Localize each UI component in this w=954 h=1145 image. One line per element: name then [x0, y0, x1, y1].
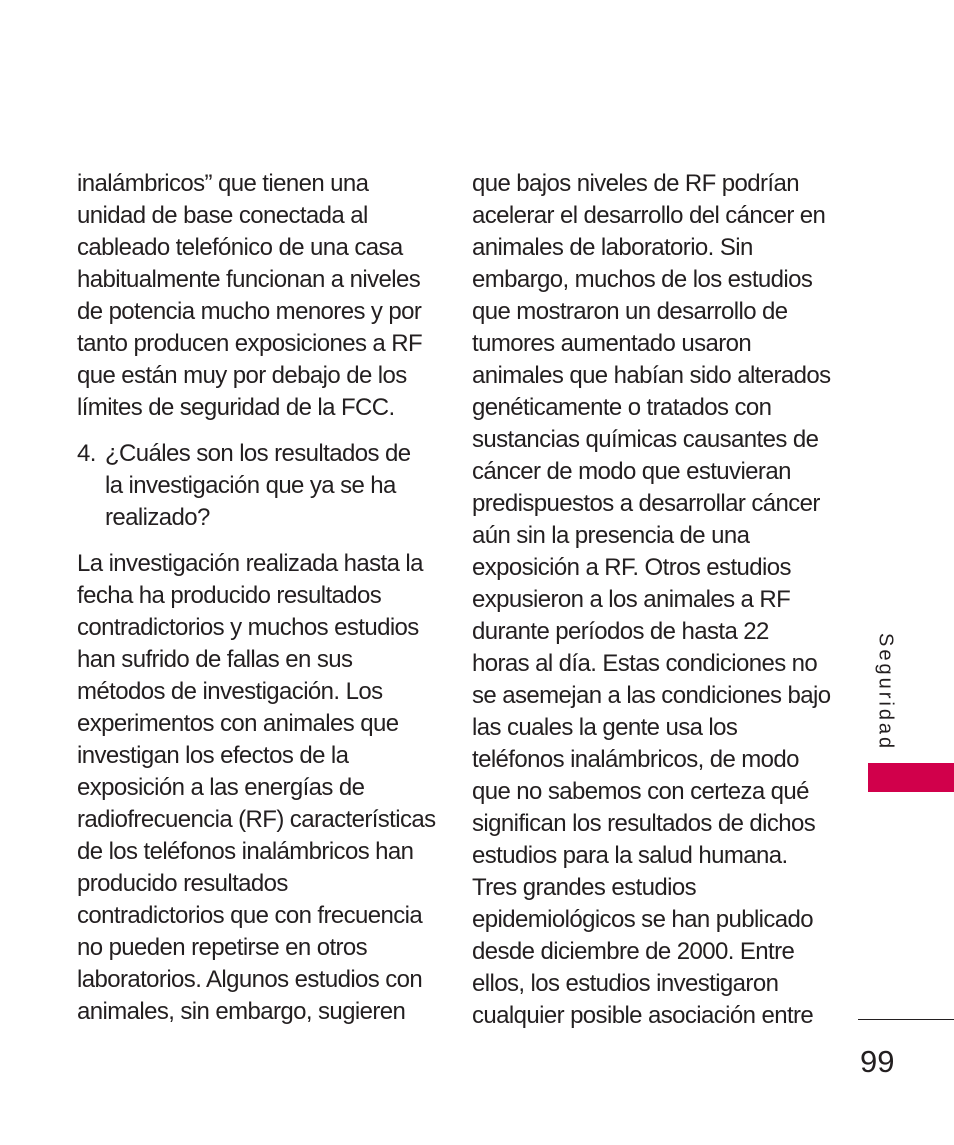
- heading-text: ¿Cuáles son los resultados de: [105, 440, 411, 467]
- text-line: de potencia mucho menores y por: [77, 298, 422, 325]
- text-line: expusieron a los animales a RF: [472, 586, 791, 613]
- text-line: significan los resultados de dichos: [472, 810, 816, 837]
- text-line: cualquier posible asociación entre: [472, 1002, 814, 1029]
- text-line: laboratorios. Algunos estudios con: [77, 966, 423, 993]
- text-line: desde diciembre de 2000. Entre: [472, 938, 795, 965]
- text-line: que no sabemos con certeza qué: [472, 778, 809, 805]
- text-line: las cuales la gente usa los: [472, 714, 738, 741]
- text-line: investigan los efectos de la: [77, 742, 349, 769]
- text-line: horas al día. Estas condiciones no: [472, 650, 818, 677]
- text-line: de los teléfonos inalámbricos han: [77, 838, 414, 865]
- text-line: fecha ha producido resultados: [77, 582, 382, 609]
- text-line: Tres grandes estudios: [472, 874, 696, 901]
- section-heading: [77, 438, 437, 534]
- page-number: 99: [860, 1044, 895, 1079]
- text-line: ellos, los estudios investigaron: [472, 970, 779, 997]
- text-line: contradictorios y muchos estudios: [77, 614, 419, 641]
- text-line: animales, sin embargo, sugieren: [77, 998, 406, 1025]
- text-line: unidad de base conectada al: [77, 202, 368, 229]
- text-line: que están muy por debajo de los: [77, 362, 407, 389]
- text-line: animales de laboratorio. Sin: [472, 234, 753, 261]
- text-line: La investigación realizada hasta la: [77, 550, 423, 577]
- text-line: genéticamente o tratados con: [472, 394, 772, 421]
- text-line: embargo, muchos de los estudios: [472, 266, 813, 293]
- text-line: tumores aumentado usaron: [472, 330, 752, 357]
- text-line: métodos de investigación. Los: [77, 678, 383, 705]
- body-paragraph: [77, 548, 437, 1028]
- text-line: que bajos niveles de RF podrían: [472, 170, 799, 197]
- heading-line: realizado?: [105, 504, 210, 531]
- text-line: acelerar el desarrollo del cáncer en: [472, 202, 826, 229]
- text-line: animales que habían sido alterados: [472, 362, 831, 389]
- text-line: han sufrido de fallas en sus: [77, 646, 353, 673]
- text-line: tanto producen exposiciones a RF: [77, 330, 423, 357]
- text-line: teléfonos inalámbricos, de modo: [472, 746, 799, 773]
- text-line: contradictorios que con frecuencia: [77, 902, 423, 929]
- text-line: exposición a RF. Otros estudios: [472, 554, 791, 581]
- text-line: epidemiológicos se han publicado: [472, 906, 814, 933]
- text-line: inalámbricos” que tienen una: [77, 170, 369, 197]
- text-line: predispuestos a desarrollar cáncer: [472, 490, 820, 517]
- section-color-tab: [868, 763, 954, 792]
- intro-paragraph: [77, 168, 437, 424]
- text-line: aún sin la presencia de una: [472, 522, 750, 549]
- text-line: durante períodos de hasta 22: [472, 618, 769, 645]
- text-line: que mostraron un desarrollo de: [472, 298, 788, 325]
- text-line: cáncer de modo que estuvieran: [472, 458, 791, 485]
- text-line: experimentos con animales que: [77, 710, 399, 737]
- text-line: no pueden repetirse en otros: [77, 934, 368, 961]
- text-line: habitualmente funcionan a niveles: [77, 266, 421, 293]
- heading-number: 4.: [77, 440, 96, 467]
- text-line: radiofrecuencia (RF) características: [77, 806, 436, 833]
- text-line: estudios para la salud humana.: [472, 842, 788, 869]
- text-line: producido resultados: [77, 870, 288, 897]
- heading-line: [77, 438, 437, 470]
- left-column: [77, 168, 437, 1028]
- text-line: sustancias químicas causantes de: [472, 426, 819, 453]
- text-line: se asemejan a las condiciones bajo: [472, 682, 831, 709]
- text-line: cableado telefónico de una casa: [77, 234, 403, 261]
- section-side-label: Seguridad: [874, 633, 897, 752]
- text-line: exposición a las energías de: [77, 774, 365, 801]
- footer-divider: [858, 1019, 954, 1020]
- right-column: [472, 168, 832, 1032]
- text-line: límites de seguridad de la FCC.: [77, 394, 395, 421]
- heading-line: la investigación que ya se ha: [105, 472, 396, 499]
